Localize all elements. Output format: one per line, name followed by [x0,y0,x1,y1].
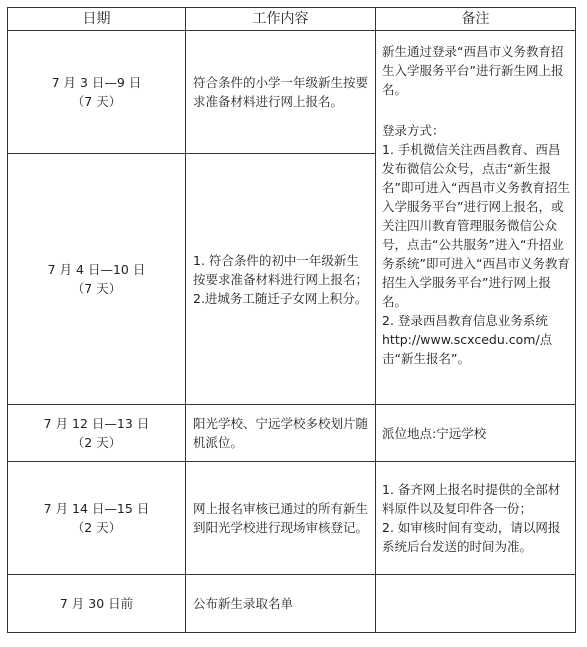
note-cell [376,462,576,575]
date-cell [8,575,186,633]
table-row [8,405,576,462]
table-row [8,31,576,154]
content-cell: 阳光学校、宁远学校多校划片随机派位。 [186,405,376,462]
note-cell: 派位地点:宁远学校 [376,405,576,462]
table-header-row [8,8,576,31]
date-cell [8,154,186,405]
note-cell [376,31,576,405]
note-title: 登录方式： [382,123,445,138]
header-date: 日期 [8,8,186,31]
note-cell [376,575,576,633]
note-text: 新生通过登录“西昌市义务教育招生入学服务平台”进行新生网上报名。 [382,44,564,97]
date-cell [8,31,186,154]
date-duration: （2 天） [71,435,122,450]
content-cell: 公布新生录取名单 [186,575,376,633]
header-content: 工作内容 [186,8,376,31]
content-cell: 符合条件的小学一年级新生按要求准备材料进行网上报名。 [186,31,376,154]
date-cell [8,405,186,462]
table-row [8,575,576,633]
enrollment-schedule-table [7,7,576,633]
note-item-1: 1. 备齐网上报名时提供的全部材料原件以及复印件各一份； [382,482,561,516]
date-range: 7 月 30 日前 [59,596,134,611]
date-duration: （7 天） [71,94,122,109]
note-item-2: 2. 登录西昌教育信息业务系统 http://www.scxcedu.com/点击“新生报名”。 [382,313,553,366]
date-duration: （7 天） [71,281,122,296]
content-cell [186,154,376,405]
date-cell [8,462,186,575]
note-item-1: 1. 手机微信关注西昌教育、西昌发布微信公众号，点击“新生报名”即可进入“西昌市义务教育招生入学服务平台”进行网上报名，或关注四川教育管理服务微信公众号，点击“公共服务”进入“升招业务系统”即可进入“西昌市义务教育招生入学服务平台”进行网上报名。 [382,142,570,309]
content-cell: 网上报名审核已通过的所有新生到阳光学校进行现场审核登记。 [186,462,376,575]
date-range: 7 月 3 日—9 日 [51,75,142,90]
content-item-2: 2.进城务工随迁子女网上积分。 [193,290,368,306]
table-row [8,462,576,575]
date-range: 7 月 14 日—15 日 [43,501,150,516]
content-item-1: 1. 符合条件的初中一年级新生按要求准备材料进行网上报名； [193,252,369,287]
date-range: 7 月 12 日—13 日 [43,416,150,431]
header-note: 备注 [376,8,576,31]
date-duration: （2 天） [71,520,122,535]
note-item-2: 2. 如审核时间有变动，请以网报系统后台发送的时间为准。 [382,520,561,554]
date-range: 7 月 4 日—10 日 [47,262,146,277]
